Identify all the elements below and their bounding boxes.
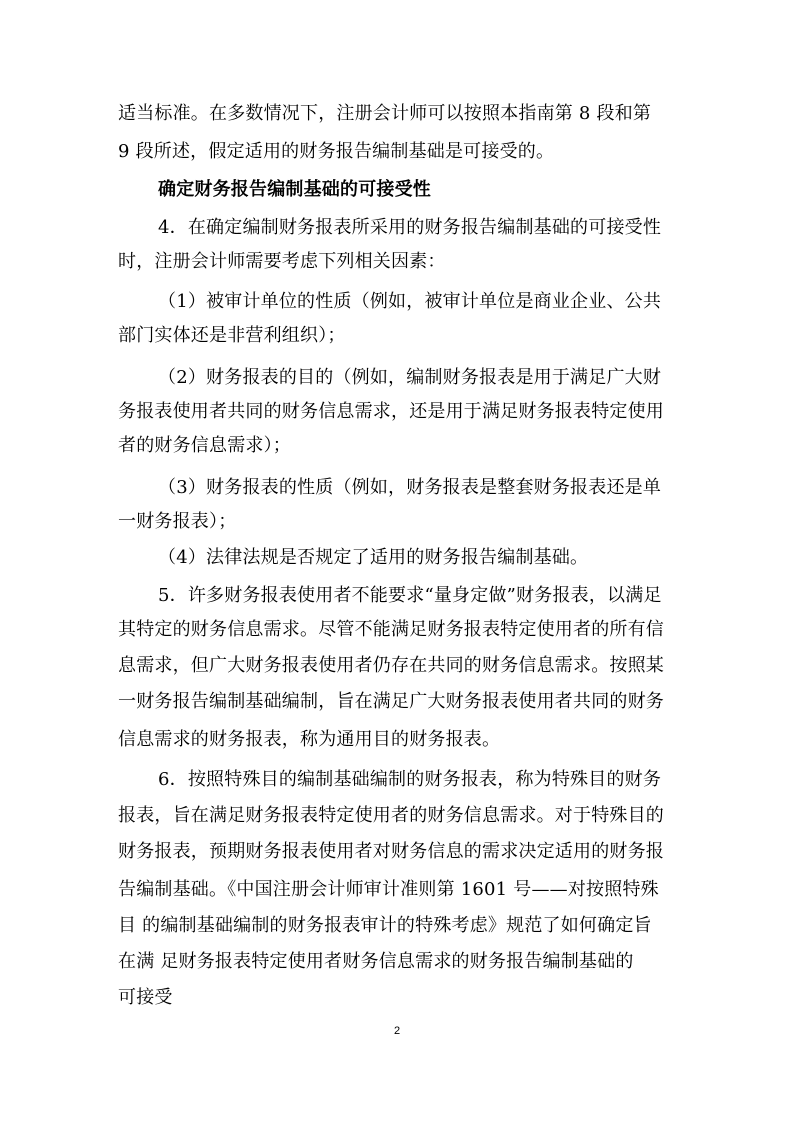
paragraph-line: 财务报表，预期财务报表使用者对财务信息的需求决定适用的财务报 xyxy=(118,841,664,862)
list-item-line: 一财务报表）； xyxy=(118,511,237,532)
paragraph-line: 可接受 xyxy=(118,987,173,1008)
paragraph-line: 信息需求的财务报表，称为通用目的财务报表。 xyxy=(118,729,501,750)
paragraph-line: 在满 足财务报表特定使用者财务信息需求的财务报告编制基础的 xyxy=(118,951,634,972)
paragraph-line: 9 段所述，假定适用的财务报告编制基础是可接受的。 xyxy=(118,141,555,162)
paragraph-line: 报表，旨在满足财务报表特定使用者的财务信息需求。对于特殊目的 xyxy=(118,805,664,826)
paragraph-line: 适当标准。在多数情况下，注册会计师可以按照本指南第 8 段和第 xyxy=(118,103,652,124)
list-item-line: 务报表使用者共同的财务信息需求，还是用于满足财务报表特定使用 xyxy=(118,401,664,422)
list-item-line: （1）被审计单位的性质（例如，被审计单位是商业企业、公共 xyxy=(158,291,662,312)
paragraph-line: 其特定的财务信息需求。尽管不能满足财务报表特定使用者的所有信 xyxy=(118,619,664,640)
list-item-line: （3）财务报表的性质（例如，财务报表是整套财务报表还是单 xyxy=(158,477,662,498)
paragraph-line: 6．按照特殊目的编制基础编制的财务报表，称为特殊目的财务 xyxy=(158,769,662,790)
paragraph-line: 4．在确定编制财务报表所采用的财务报告编制基础的可接受性 xyxy=(158,217,662,238)
paragraph-line: 5．许多财务报表使用者不能要求“量身定做”财务报表，以满足 xyxy=(158,585,662,606)
list-item-line: （2）财务报表的目的（例如，编制财务报表是用于满足广大财 xyxy=(158,367,662,388)
list-item-line: 者的财务信息需求）； xyxy=(118,435,291,456)
paragraph-line: 时，注册会计师需要考虑下列相关因素： xyxy=(118,251,446,272)
section-heading: 确定财务报告编制基础的可接受性 xyxy=(158,179,431,200)
page-number: 2 xyxy=(393,1025,401,1037)
paragraph-line: 息需求，但广大财务报表使用者仍存在共同的财务信息需求。按照某 xyxy=(118,655,664,676)
paragraph-line: 告编制基础。《中国注册会计师审计准则第 1601 号——对按照特殊 xyxy=(118,879,659,900)
paragraph-line: 目 的编制基础编制的财务报表审计的特殊考虑》规范了如何确定旨 xyxy=(118,915,652,936)
paragraph-line: 一财务报告编制基础编制，旨在满足广大财务报表使用者共同的财务 xyxy=(118,691,664,712)
list-item-line: 部门实体还是非营利组织）； xyxy=(118,325,346,346)
list-item-line: （4）法律法规是否规定了适用的财务报告编制基础。 xyxy=(158,547,589,568)
